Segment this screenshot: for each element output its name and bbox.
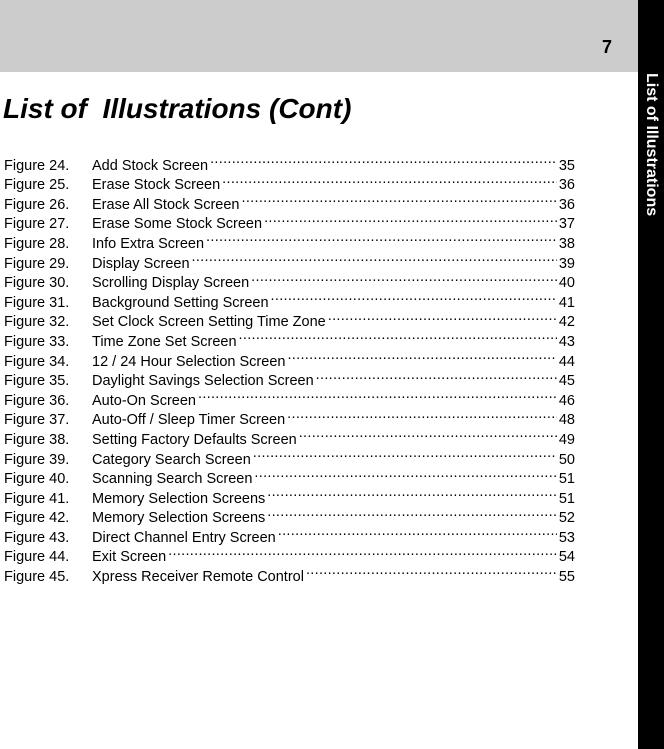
toc-page-number: 51: [558, 471, 575, 488]
toc-figure-number: Figure 41.: [4, 490, 70, 507]
toc-page-number: 43: [558, 333, 575, 350]
toc-figure-number: Figure 33.: [4, 333, 70, 350]
toc-figure-number: Figure 26.: [4, 196, 70, 213]
toc-figure-title: Memory Selection Screens: [92, 490, 266, 507]
toc-dot-leader: [264, 209, 557, 229]
side-tab: [638, 0, 664, 749]
toc-dot-leader: [210, 150, 557, 170]
toc-page-number: 36: [558, 177, 575, 194]
toc-dot-leader: [316, 366, 557, 386]
toc-figure-number: Figure 34.: [4, 353, 70, 370]
page-number: 7: [601, 37, 612, 57]
toc-figure-number: Figure 31.: [4, 294, 70, 311]
toc-figure-title: Time Zone Set Screen: [92, 333, 237, 350]
toc-figure-title: Exit Screen: [92, 549, 167, 566]
toc-figure-number: Figure 42.: [4, 510, 70, 527]
toc-figure-title: Erase Stock Screen: [92, 177, 221, 194]
toc-figure-number: Figure 24.: [4, 157, 70, 174]
toc-figure-number: Figure 32.: [4, 314, 70, 331]
toc-dot-leader: [253, 444, 557, 464]
toc-figure-title: Set Clock Screen Setting Time Zone: [92, 314, 326, 331]
toc-dot-leader: [271, 287, 557, 307]
toc-figure-title: Memory Selection Screens: [92, 510, 266, 527]
toc-page-number: 48: [558, 412, 575, 429]
toc-figure-title: Auto-On Screen: [92, 392, 196, 409]
toc-figure-title: Direct Channel Entry Screen: [92, 529, 276, 546]
toc-figure-number: Figure 45.: [4, 569, 70, 586]
toc-page-number: 41: [558, 294, 575, 311]
toc-dot-leader: [254, 464, 556, 484]
toc-page-number: 39: [558, 255, 575, 272]
toc-figure-title: Scrolling Display Screen: [92, 275, 250, 292]
toc-page-number: 52: [558, 510, 575, 527]
toc-figure-number: Figure 28.: [4, 235, 70, 252]
toc-page-number: 36: [558, 196, 575, 213]
toc-page-number: 55: [558, 569, 575, 586]
toc-page-number: 35: [558, 157, 575, 174]
toc-page-number: 37: [558, 216, 575, 233]
toc-dot-leader: [267, 483, 557, 503]
toc-figure-title: Scanning Search Screen: [92, 471, 253, 488]
toc-figure-title: Xpress Receiver Remote Control: [92, 569, 304, 586]
toc-page-number: 49: [558, 431, 575, 448]
toc-figure-title: Display Screen: [92, 255, 190, 272]
toc-dot-leader: [328, 307, 557, 327]
toc-dot-leader: [198, 385, 557, 405]
toc-dot-leader: [222, 170, 557, 190]
toc-dot-leader: [206, 228, 557, 248]
toc-dot-leader: [278, 522, 557, 542]
toc-page-number: 44: [558, 353, 575, 370]
toc-dot-leader: [192, 248, 557, 268]
toc-page-number: 40: [558, 275, 575, 292]
toc-figure-number: Figure 30.: [4, 275, 70, 292]
toc-page-number: 51: [558, 490, 575, 507]
toc-page-number: 50: [558, 451, 575, 468]
toc-entry[interactable]: [4, 150, 575, 174]
toc-figure-number: Figure 36.: [4, 392, 70, 409]
toc-dot-leader: [168, 542, 557, 562]
toc-figure-title: Add Stock Screen: [92, 157, 209, 174]
toc-figure-title: Erase All Stock Screen: [92, 196, 240, 213]
toc-figure-number: Figure 27.: [4, 216, 70, 233]
toc-dot-leader: [299, 424, 557, 444]
toc-figure-title: Category Search Screen: [92, 451, 251, 468]
illustrations-list: [4, 150, 575, 586]
header-band: [0, 0, 638, 72]
toc-figure-number: Figure 44.: [4, 549, 70, 566]
toc-figure-number: Figure 38.: [4, 431, 70, 448]
toc-figure-title: Daylight Savings Selection Screen: [92, 373, 314, 390]
toc-dot-leader: [251, 268, 557, 288]
toc-figure-title: Erase Some Stock Screen: [92, 216, 263, 233]
toc-page-number: 42: [558, 314, 575, 331]
toc-page-number: 46: [558, 392, 575, 409]
toc-figure-title: 12 / 24 Hour Selection Screen: [92, 353, 286, 370]
toc-figure-title: Info Extra Screen: [92, 235, 205, 252]
toc-page-number: 54: [558, 549, 575, 566]
toc-dot-leader: [306, 561, 557, 581]
toc-figure-title: Setting Factory Defaults Screen: [92, 431, 297, 448]
toc-dot-leader: [267, 503, 557, 523]
toc-page-number: 53: [558, 529, 575, 546]
toc-page-number: 45: [558, 373, 575, 390]
toc-figure-number: Figure 39.: [4, 451, 70, 468]
toc-page-number: 38: [558, 235, 575, 252]
toc-figure-number: Figure 25.: [4, 177, 70, 194]
toc-figure-title: Auto-Off / Sleep Timer Screen: [92, 412, 286, 429]
toc-dot-leader: [287, 346, 556, 366]
toc-figure-number: Figure 43.: [4, 529, 70, 546]
toc-figure-number: Figure 40.: [4, 471, 70, 488]
toc-figure-number: Figure 29.: [4, 255, 70, 272]
toc-dot-leader: [242, 189, 557, 209]
toc-figure-number: Figure 35.: [4, 373, 70, 390]
toc-figure-title: Background Setting Screen: [92, 294, 269, 311]
toc-figure-number: Figure 37.: [4, 412, 70, 429]
side-tab-label: List of Illustrations: [643, 73, 660, 217]
toc-dot-leader: [287, 405, 557, 425]
page-title: List of Illustrations (Cont): [3, 93, 352, 124]
toc-dot-leader: [239, 326, 557, 346]
